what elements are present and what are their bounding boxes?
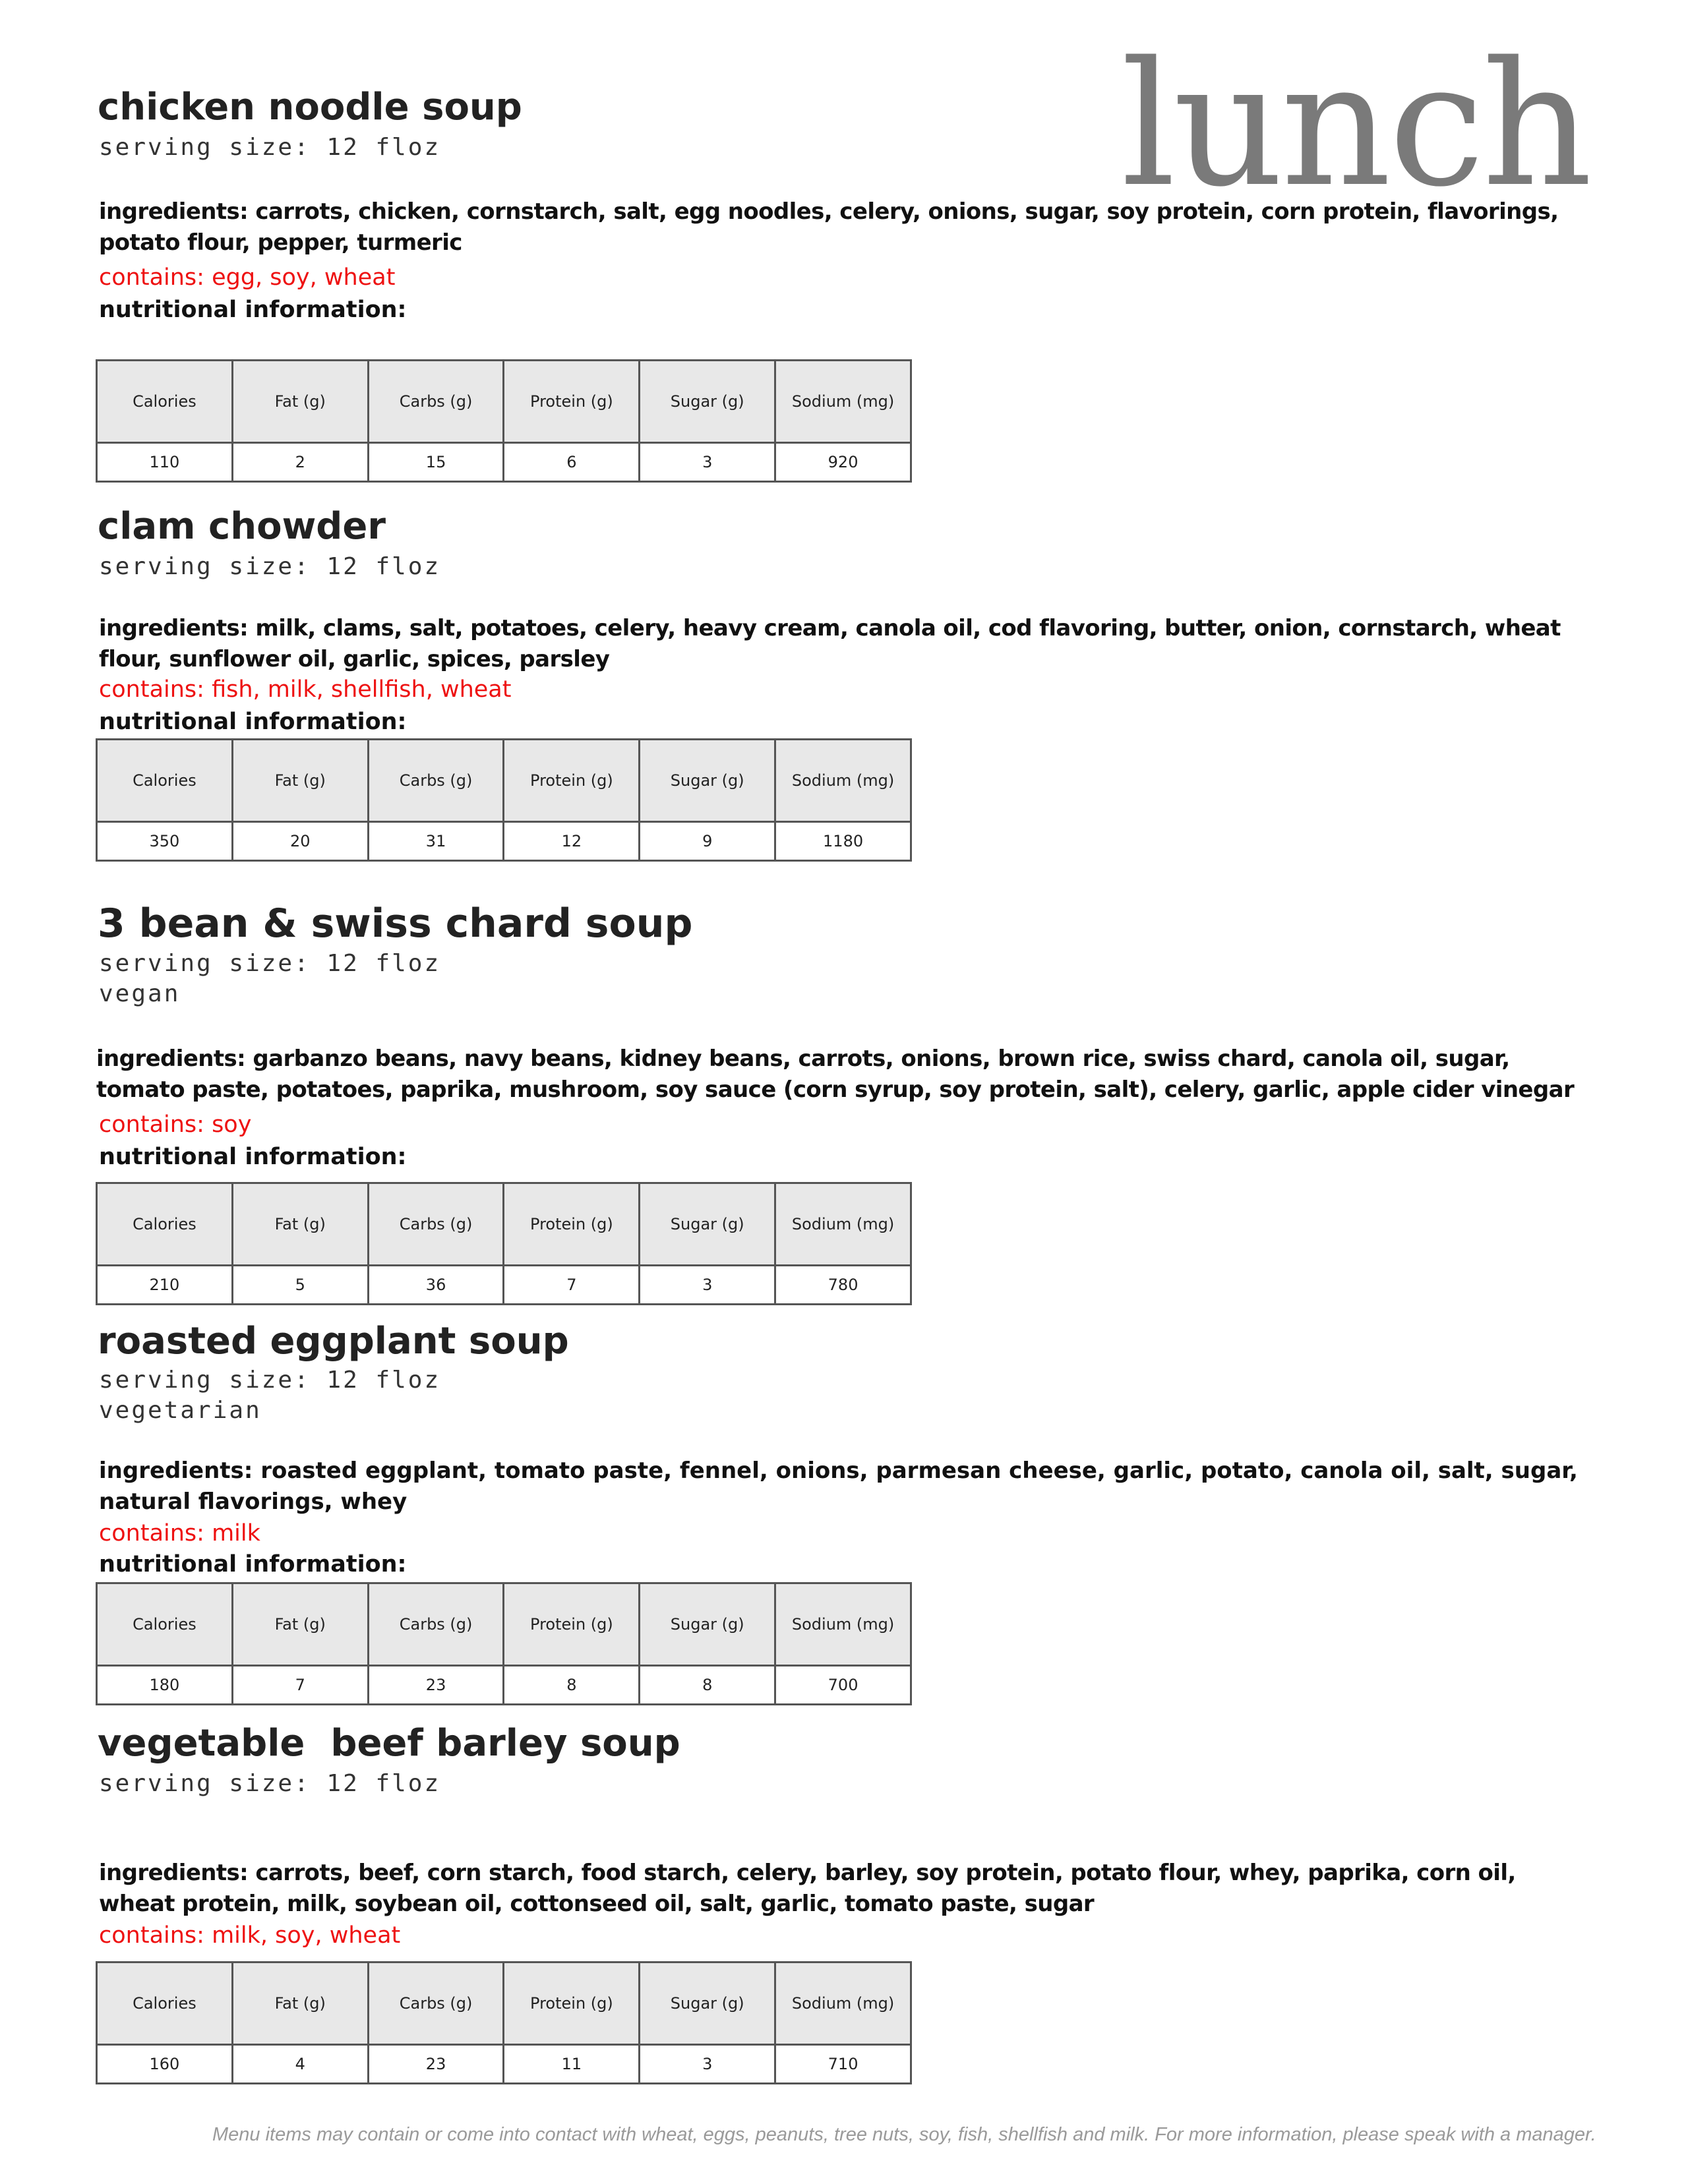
- carbs-value: 31: [368, 822, 504, 861]
- nutrition-header-row: [97, 1963, 911, 2045]
- col-calories: Calories: [97, 1963, 233, 2045]
- sugar-value: 3: [640, 443, 775, 482]
- diet-tag: vegan: [99, 980, 181, 1007]
- col-fat: Fat (g): [232, 740, 368, 822]
- calories-value: 180: [97, 1666, 233, 1705]
- col-carbs: Carbs (g): [368, 740, 504, 822]
- protein-value: 12: [504, 822, 640, 861]
- ingredients-text: ingredients: carrots, beef, corn starch, food starch, celery, barley, soy protein, potato flour, whey, paprika, corn oil, wheat protein, milk, soybean oil, cottonseed oil, salt, garlic, tomato paste, sugar: [99, 1860, 1516, 1917]
- soup-name: roasted eggplant soup: [98, 1320, 569, 1363]
- nutrition-value-row: [97, 822, 911, 861]
- col-sodium: Sodium (mg): [775, 1583, 911, 1666]
- protein-value: 8: [504, 1666, 640, 1705]
- calories-value: 160: [97, 2045, 233, 2084]
- col-sugar: Sugar (g): [640, 1963, 775, 2045]
- serving-size: serving size: 12 floz: [99, 950, 441, 977]
- col-sodium: Sodium (mg): [775, 361, 911, 443]
- fat-value: 5: [232, 1266, 368, 1305]
- allergen-disclaimer: Menu items may contain or come into contact with wheat, eggs, peanuts, tree nuts, soy, fish, shellfish and milk. For more information, please speak with a manager.: [212, 2124, 1596, 2145]
- col-fat: Fat (g): [232, 1183, 368, 1266]
- col-protein: Protein (g): [504, 1583, 640, 1666]
- fat-value: 7: [232, 1666, 368, 1705]
- nutrition-header-row: [97, 1183, 911, 1266]
- sugar-value: 8: [640, 1666, 775, 1705]
- nutrition-table: [96, 359, 912, 483]
- diet-tag: vegetarian: [99, 1397, 262, 1424]
- sodium-value: 780: [775, 1266, 911, 1305]
- sugar-value: 3: [640, 2045, 775, 2084]
- carbs-value: 36: [368, 1266, 504, 1305]
- col-fat: Fat (g): [232, 361, 368, 443]
- serving-size: serving size: 12 floz: [99, 1770, 441, 1797]
- nutrition-table: [96, 1961, 912, 2084]
- sodium-value: 710: [775, 2045, 911, 2084]
- carbs-value: 15: [368, 443, 504, 482]
- col-sugar: Sugar (g): [640, 740, 775, 822]
- soup-name: vegetable beef barley soup: [98, 1722, 680, 1765]
- calories-value: 210: [97, 1266, 233, 1305]
- col-sodium: Sodium (mg): [775, 1963, 911, 2045]
- fat-value: 20: [232, 822, 368, 861]
- col-protein: Protein (g): [504, 1183, 640, 1266]
- nutrition-value-row: [97, 2045, 911, 2084]
- col-calories: Calories: [97, 361, 233, 443]
- nutrition-label: nutritional information:: [99, 1551, 407, 1578]
- col-calories: Calories: [97, 1183, 233, 1266]
- nutrition-value-row: [97, 1266, 911, 1305]
- col-calories: Calories: [97, 740, 233, 822]
- col-protein: Protein (g): [504, 361, 640, 443]
- ingredients-text: ingredients: milk, clams, salt, potatoes, celery, heavy cream, canola oil, cod flavoring, butter, onion, cornstarch, wheat flour, sunflower oil, garlic, spices, parsley: [99, 615, 1561, 672]
- nutrition-label: nutritional information:: [99, 297, 407, 323]
- col-sodium: Sodium (mg): [775, 740, 911, 822]
- protein-value: 7: [504, 1266, 640, 1305]
- col-fat: Fat (g): [232, 1963, 368, 2045]
- ingredients-text: ingredients: garbanzo beans, navy beans, kidney beans, carrots, onions, brown rice, swiss chard, canola oil, sugar, tomato paste, potatoes, paprika, mushroom, soy sauce (corn syrup, soy protein, salt), celery, garlic, apple cider vinegar: [96, 1046, 1575, 1103]
- nutrition-table: [96, 738, 912, 862]
- ingredients-text: ingredients: carrots, chicken, cornstarch, salt, egg noodles, celery, onions, sugar, soy protein, corn protein, flavorings, potato flour, pepper, turmeric: [99, 198, 1559, 256]
- sugar-value: 9: [640, 822, 775, 861]
- col-protein: Protein (g): [504, 1963, 640, 2045]
- soup-name: clam chowder: [98, 505, 386, 548]
- protein-value: 6: [504, 443, 640, 482]
- nutrition-label: nutritional information:: [99, 1144, 407, 1170]
- nutrition-header-row: [97, 740, 911, 822]
- fat-value: 2: [232, 443, 368, 482]
- col-sugar: Sugar (g): [640, 361, 775, 443]
- calories-value: 110: [97, 443, 233, 482]
- col-sugar: Sugar (g): [640, 1183, 775, 1266]
- col-protein: Protein (g): [504, 740, 640, 822]
- sodium-value: 700: [775, 1666, 911, 1705]
- nutrition-value-row: [97, 443, 911, 482]
- ingredients-text: ingredients: roasted eggplant, tomato paste, fennel, onions, parmesan cheese, garlic, potato, canola oil, salt, sugar, natural flavorings, whey: [99, 1458, 1578, 1515]
- allergen-contains: contains: egg, soy, wheat: [99, 264, 396, 291]
- sodium-value: 1180: [775, 822, 911, 861]
- soup-name: 3 bean & swiss chard soup: [98, 900, 693, 947]
- allergen-contains: contains: milk: [99, 1520, 260, 1547]
- serving-size: serving size: 12 floz: [99, 553, 441, 580]
- fat-value: 4: [232, 2045, 368, 2084]
- nutrition-label: nutritional information:: [99, 709, 407, 735]
- col-carbs: Carbs (g): [368, 1583, 504, 1666]
- serving-size: serving size: 12 floz: [99, 1367, 441, 1394]
- protein-value: 11: [504, 2045, 640, 2084]
- col-sugar: Sugar (g): [640, 1583, 775, 1666]
- col-carbs: Carbs (g): [368, 1183, 504, 1266]
- sodium-value: 920: [775, 443, 911, 482]
- allergen-contains: contains: fish, milk, shellfish, wheat: [99, 676, 512, 703]
- col-carbs: Carbs (g): [368, 1963, 504, 2045]
- col-sodium: Sodium (mg): [775, 1183, 911, 1266]
- soup-name: chicken noodle soup: [98, 86, 522, 129]
- carbs-value: 23: [368, 2045, 504, 2084]
- allergen-contains: contains: milk, soy, wheat: [99, 1922, 401, 1949]
- calories-value: 350: [97, 822, 233, 861]
- nutrition-header-row: [97, 1583, 911, 1666]
- nutrition-table: [96, 1182, 912, 1305]
- sugar-value: 3: [640, 1266, 775, 1305]
- col-carbs: Carbs (g): [368, 361, 504, 443]
- nutrition-table: [96, 1582, 912, 1705]
- col-calories: Calories: [97, 1583, 233, 1666]
- nutrition-value-row: [97, 1666, 911, 1705]
- serving-size: serving size: 12 floz: [99, 134, 441, 161]
- col-fat: Fat (g): [232, 1583, 368, 1666]
- page-title: lunch: [1121, 26, 1590, 225]
- carbs-value: 23: [368, 1666, 504, 1705]
- nutrition-header-row: [97, 361, 911, 443]
- allergen-contains: contains: soy: [99, 1111, 252, 1138]
